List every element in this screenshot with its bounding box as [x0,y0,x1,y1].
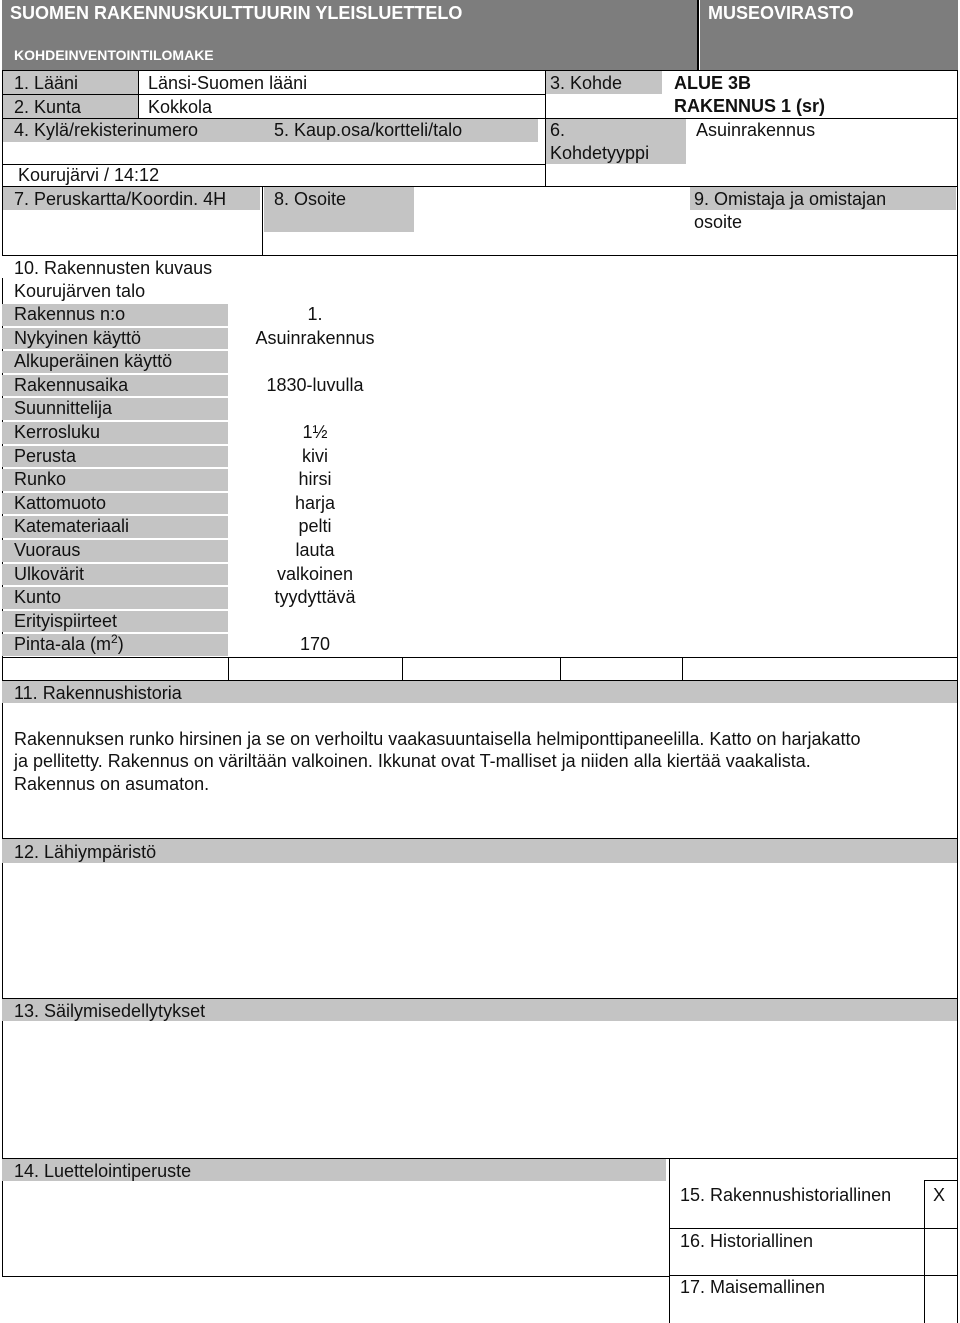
row-value: 1830-luvulla [266,374,364,395]
row-label: Katemateriaali [14,516,130,537]
row-label: Perusta [14,445,77,466]
row-value: tyydyttävä [274,587,356,608]
kohde-value-area: ALUE 3B [674,73,752,93]
rule [669,1159,670,1323]
rule [545,70,546,186]
section-12-heading: 12. Lähiympäristö [14,842,157,862]
section-14-heading: 14. Luettelointiperuste [14,1161,192,1181]
rule [957,70,958,1323]
row-value: lauta [295,540,335,560]
row-value: valkoinen [276,563,354,584]
area-unit-sup: 2 [111,632,118,647]
row-label: Runko [14,469,67,490]
history-line-1: Rakennuksen runko hirsinen ja se on verhoiltu vaakasuuntaisella helmiponttipaneelilla. Katto on harjakatto [14,729,861,749]
rule [924,1180,957,1181]
row-label: Ulkovärit [14,563,85,584]
row-label: Kattomuoto [14,492,107,513]
divider [697,0,699,70]
rule [2,186,958,187]
laani-value: Länsi-Suomen lääni [148,73,308,93]
rule [682,657,683,680]
kunta-value: Kokkola [148,97,213,117]
kohde-value-building: RAKENNUS 1 (sr) [674,96,826,116]
criterion-1-checkbox[interactable]: X [933,1185,946,1205]
rule [2,657,957,658]
kyla-label: 4. Kylä/rekisterinumero [14,120,199,140]
section-13-heading: 13. Säilymisedellytykset [14,1001,206,1021]
history-line-2: ja pellitetty. Rakennus on väriltään valkoinen. Ikkunat ovat T-malliset ja niiden alla kiertää vaakalista. [14,751,811,771]
building-name: Kourujärven talo [14,281,146,301]
kyla-value: Kourujärvi / 14:12 [18,165,160,185]
criterion-3-label: 17. Maisemallinen [680,1277,826,1297]
form-name: KOHDEINVENTOINTILOMAKE [14,47,214,63]
rule [2,1276,670,1277]
criterion-2-label: 16. Historiallinen [680,1231,814,1251]
criterion-3-checkbox[interactable] [925,1276,957,1322]
row-label: Kerrosluku [14,422,101,442]
rule [670,1228,957,1229]
register-title: SUOMEN RAKENNUSKULTTUURIN YLEISLUETTELO [10,3,463,23]
row-value: Asuinrakennus [255,327,375,348]
laani-label: 1. Lääni [14,73,79,93]
row-value: kivi [302,445,328,466]
row-label: Rakennus n:o [14,304,126,324]
agency-name: MUSEOVIRASTO [708,3,854,23]
kunta-label: 2. Kunta [14,97,82,117]
section-10-heading: 10. Rakennusten kuvaus [14,258,213,278]
row-value: 170 [299,634,331,655]
row-label: Vuoraus [14,540,81,560]
osoite-label: 8. Osoite [274,189,347,209]
criterion-2-checkbox[interactable] [925,1229,957,1275]
row-label: Alkuperäinen käyttö [14,351,173,372]
row-label: Kunto [14,587,62,608]
row-label: Erityispiirteet [14,610,118,631]
omistaja-label: 9. Omistaja ja omistajan [694,189,887,209]
rule [560,657,561,680]
kohdetyyppi-label: 6. [550,120,566,140]
row-label: Pinta-ala $(m^2)$ [14,632,124,655]
row-value: harja [294,492,336,513]
rule [2,70,958,71]
peruskartta-label: 7. Peruskartta/Koordin. 4H [14,189,227,209]
area-unit-close: ) [117,634,124,655]
kohdetyyppi-label-2: Kohdetyyppi [550,143,650,163]
rule [2,70,3,1276]
kohde-label: 3. Kohde [550,73,623,93]
rule [402,657,403,680]
row-label: Nykyinen käyttö [14,327,142,348]
rule [228,657,229,680]
rule [262,186,263,256]
row-label: Rakennusaika [14,374,129,395]
section-11-heading: 11. Rakennushistoria [14,683,182,703]
history-line-3: Rakennus on asumaton. [14,774,210,794]
criterion-1-label: 15. Rakennushistoriallinen [680,1185,892,1205]
omistaja-label-2: osoite [694,212,743,232]
row-label: Suunnittelija [14,398,113,419]
row-value: 1. [307,304,323,324]
kohdetyyppi-value: Asuinrakennus [696,120,816,140]
row-value: hirsi [298,469,332,490]
row-value: 1½ [302,422,328,442]
kaupunginosa-label: 5. Kaup.osa/kortteli/talo [274,120,463,140]
rule [2,94,546,95]
rule [138,70,139,118]
row-value: pelti [298,516,332,537]
